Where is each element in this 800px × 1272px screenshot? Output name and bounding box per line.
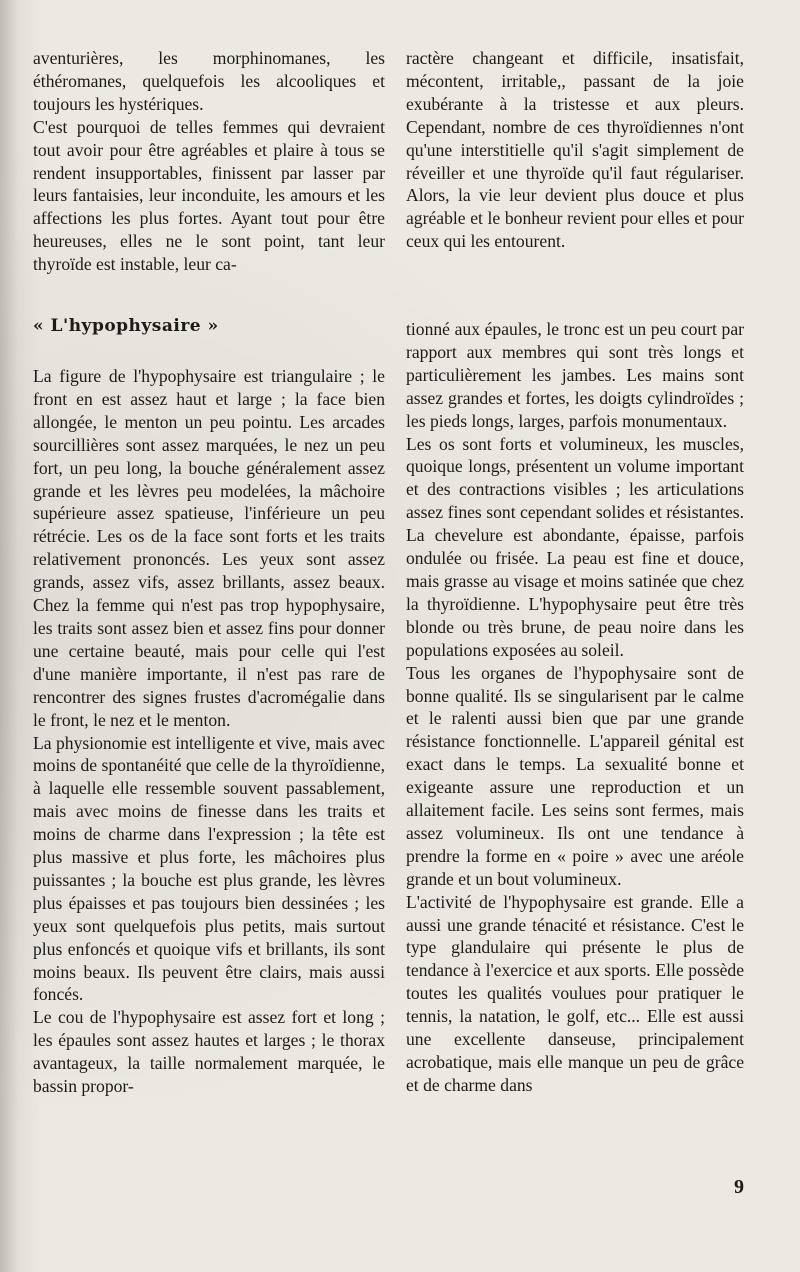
paragraph: La physionomie est intelligente et vive, mais avec moins de spontanéité que celle de la thyroïdienne, à laquelle elle ressemble souvent passablement, mais avec moins de finesse dans les traits et moins de charme dans l'expression ; la tête est plus massive et plus forte, les mâchoires plus puissantes ; la bouche est plus grande, les lèvres plus épaisses et pas toujours bien dessinées ; les yeux sont quelquefois plus petits, mais surtout plus enfoncés et quoique vifs et brillants, ils sont moins beaux. Ils peuvent être clairs, mais aussi foncés.	[33, 732, 385, 1005]
paragraph: Les os sont forts et volumineux, les muscles, quoique longs, présentent un volume important et des contractions visibles ; les articulations assez fines sont cependant solides et résistantes. La chevelure est abondante, épaisse, parfois ondulée ou frisée. La peau est fine et douce, mais grasse au visage et moins satinée que chez la thyroïdienne. L'hypophysaire peut être très blonde ou très brune, de peau noire dans les populations exposées au soleil.	[406, 433, 744, 660]
intro-right-column	[406, 47, 744, 253]
section-left-column	[33, 365, 385, 1098]
paragraph: Tous les organes de l'hypophysaire sont de bonne qualité. Ils se singularisent par le calme et le ralenti aussi bien que par une grande résistance fonctionnelle. L'appareil génital est exact dans le temps. La sexualité bonne et exigeante assure une reproduction et un allaitement facile. Les seins sont fermes, mais assez volumineux. Ils ont une tendance à prendre la forme en « poire » avec une aréole grande et un bout volumineux.	[406, 662, 744, 889]
paragraph: aventurières, les morphinomanes, les éthéromanes, quelquefois les alcooliques et toujours les hystériques.	[33, 48, 385, 114]
paragraph: ractère changeant et difficile, insatisfait, mécontent, irritable,, passant de la joie exubérante à la tristesse et aux pleurs. Cependant, nombre de ces thyroïdiennes n'ont qu'une interstitielle qu'il s'agit simplement de réveiller et une thyroïde qu'il faut régulariser. Alors, la vie leur devient plus douce et plus agréable et le bonheur revient pour elles et pour ceux qui les entourent.	[406, 48, 744, 252]
section-heading: « L'hypophysaire »	[33, 316, 219, 336]
paragraph: La figure de l'hypophysaire est triangulaire ; le front en est assez haut et large ; la face bien allongée, le menton un peu pointu. Les arcades sourcillières sont assez marquées, le nez un peu fort, un peu long, la bouche généralement assez grande et les lèvres peu modelées, la mâchoire supérieure assez spatieuse, l'inférieure un peu rétrécie. Les os de la face sont forts et les traits relativement prononcés. Les yeux sont assez grands, assez vifs, assez brillants, assez beaux. Chez la femme qui n'est pas trop hypophysaire, les traits sont assez bien et assez fins pour donner une certaine beauté, mais pour celle qui l'est d'une manière importante, il n'est pas rare de rencontrer des signes frustes d'acromégalie dans le front, le nez et le menton.	[33, 366, 385, 730]
paragraph: Le cou de l'hypophysaire est assez fort et long ; les épaules sont assez hautes et larges ; le thorax avantageux, la taille normalement marquée, le bassin propor-	[33, 1007, 385, 1097]
section-right-column	[406, 318, 744, 1097]
paragraph: tionné aux épaules, le tronc est un peu court par rapport aux membres qui sont très longs et particulièrement les jambes. Les mains sont assez grandes et fortes, les doigts cylindroïdes ; les pieds longs, larges, parfois monumentaux.	[406, 319, 744, 431]
paragraph: C'est pourquoi de telles femmes qui devraient tout avoir pour être agréables et plaire à tous se rendent insupportables, finissent par lasser par leurs fantaisies, leur inconduite, les amours et les affections les plus fortes. Ayant tout pour être heureuses, elles ne le sont point, tant leur thyroïde est instable, leur ca-	[33, 116, 385, 275]
intro-left-column	[33, 47, 385, 276]
paragraph: L'activité de l'hypophysaire est grande. Elle a aussi une grande ténacité et résistance. C'est le type glandulaire qui présente le plus de tendance à l'exercice et aux sports. Elle possède toutes les qualités voulues pour pratiquer le tennis, la natation, le golf, etc... Elle est aussi une excellente danseuse, principalement acrobatique, mais elle manque un peu de grâce et de charme dans	[406, 891, 744, 1095]
page-number: 9	[734, 1176, 744, 1198]
